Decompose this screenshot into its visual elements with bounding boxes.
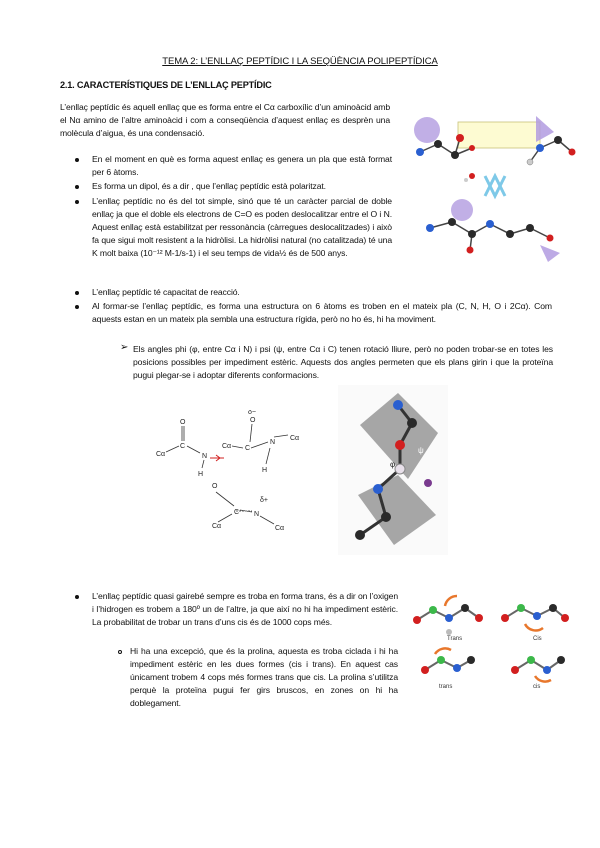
bullet-2: Es forma un dipol, és a dir , que l’enllaç peptídic està polaritzat.: [92, 181, 326, 191]
bullet-3: L’enllaç peptídic no és del tot simple, sinó que té un caràcter parcial de doble enllaç ja que el doble els electrons de C=O es poden deslocalitzar entre el O i N. Aquest enllaç està estabilitzat per ressonància (càrregues deslocalitzades) i això fa que sigui molt resistent a la hidròlisi. La hidròlisi natural (no catalitzada) té una K molt baixa (10⁻¹² M-1/s-1) i el seu temps de vida½ és de 500 anys.: [92, 196, 392, 258]
r-group-1: [414, 117, 440, 143]
resonance-figure: [150, 410, 340, 540]
sub-bullet-angles: Els angles phi (φ, entre Cα i N) i psi (ψ, entre Cα i C) tenen rotació lliure, però no poden trobar-se en totes les posicions possibles per impediment estèric. Aquests dos angles permeten que els plans girin i que la proteïna pugui plegar-se i adoptar diferents conformacions.: [133, 344, 553, 380]
page-title: TEMA 2: L’ENLLAÇ PEPTÍDIC I LA SEQÜÈNCIA POLIPEPTÍDICA: [162, 56, 438, 67]
bullet-5: Al formar-se l’enllaç peptídic, es forma una estructura on 6 àtoms es troben en el mateix pla (C, N, H, O i 2Cα). Com aquests estan en un mateix pla sembla una estructura rígida, però no ho és, hi ha moviment.: [92, 301, 552, 324]
bullet-dot: [75, 595, 79, 599]
intro-paragraph: L’enllaç peptídic és aquell enllaç que es forma entre el Cα carboxílic d’un aminoàcid amb el Nα amino de l’altre aminoàcid i com a conseqüència d’aquest enllaç es desprèn una molècula d’aigua, és una condensació.: [60, 102, 390, 138]
svg-text:O: O: [212, 483, 218, 490]
r-group-2: [536, 116, 554, 142]
bullet-dot: [75, 291, 79, 295]
svg-text:trans: trans: [439, 684, 453, 690]
svg-text:Cα: Cα: [156, 451, 166, 458]
svg-text:δ−: δ−: [248, 410, 256, 416]
svg-text:H: H: [262, 467, 268, 474]
bullet-dot: [75, 305, 79, 309]
svg-text:C: C: [234, 509, 240, 516]
svg-text:Trans: Trans: [447, 636, 463, 642]
peptide-formation-figure: [400, 110, 590, 270]
bullet-1: En el moment en què es forma aquest enllaç es genera un pla que està format per 6 àtoms.: [92, 154, 392, 177]
svg-text:N: N: [270, 439, 276, 446]
svg-text:N: N: [254, 511, 260, 518]
svg-text:O: O: [180, 419, 186, 426]
bullet-dot: [75, 185, 79, 189]
svg-text:Cis: Cis: [533, 636, 542, 642]
svg-text:Cα: Cα: [290, 435, 300, 442]
svg-text:C: C: [180, 443, 186, 450]
svg-text:N: N: [202, 453, 208, 460]
svg-text:Cα: Cα: [222, 443, 232, 450]
sub-bullet-circle: [118, 650, 122, 654]
bullet-dot: [75, 158, 79, 162]
svg-text:Cα: Cα: [212, 523, 222, 530]
svg-text:ψ: ψ: [418, 446, 424, 455]
svg-text:δ+: δ+: [260, 497, 268, 504]
svg-text:C: C: [245, 445, 251, 452]
dihedral-planes-figure: [338, 385, 448, 555]
svg-text:Cα: Cα: [275, 525, 285, 532]
svg-text:φ: φ: [390, 460, 396, 469]
bullet-4: L’enllaç peptídic té capacitat de reacció.: [92, 287, 240, 297]
bullet-dot: [75, 200, 79, 204]
section-heading: 2.1. CARACTERÍSTIQUES DE L’ENLLAÇ PEPTÍDIC: [60, 80, 272, 90]
svg-text:O: O: [250, 417, 256, 424]
svg-text:H: H: [198, 471, 204, 478]
cis-trans-figure: [405, 588, 585, 693]
arrow-bullet-icon: ➢: [120, 342, 129, 353]
bullet-proline: Hi ha una excepció, que és la prolina, aquesta es troba ciclada i hi ha impediment estèric en les dues formes (cis i trans). En aquest cas únicament trobem 4 cops més formes trans que cis. La prolina s’utilitza perquè la proteïna pugui fer girs bruscos, en zones on hi ha doblegament.: [130, 646, 398, 708]
svg-text:cis: cis: [533, 684, 541, 690]
bullet-trans: L’enllaç peptídic quasi gairebé sempre es troba en forma trans, és a dir on l’oxigen i l’hidrogen es trobem a 180º un de l’altre, ja que així no hi ha impediment estèric. La probabilitat de trobar un trans d’uns cis és de 1000 cops més.: [92, 591, 398, 627]
